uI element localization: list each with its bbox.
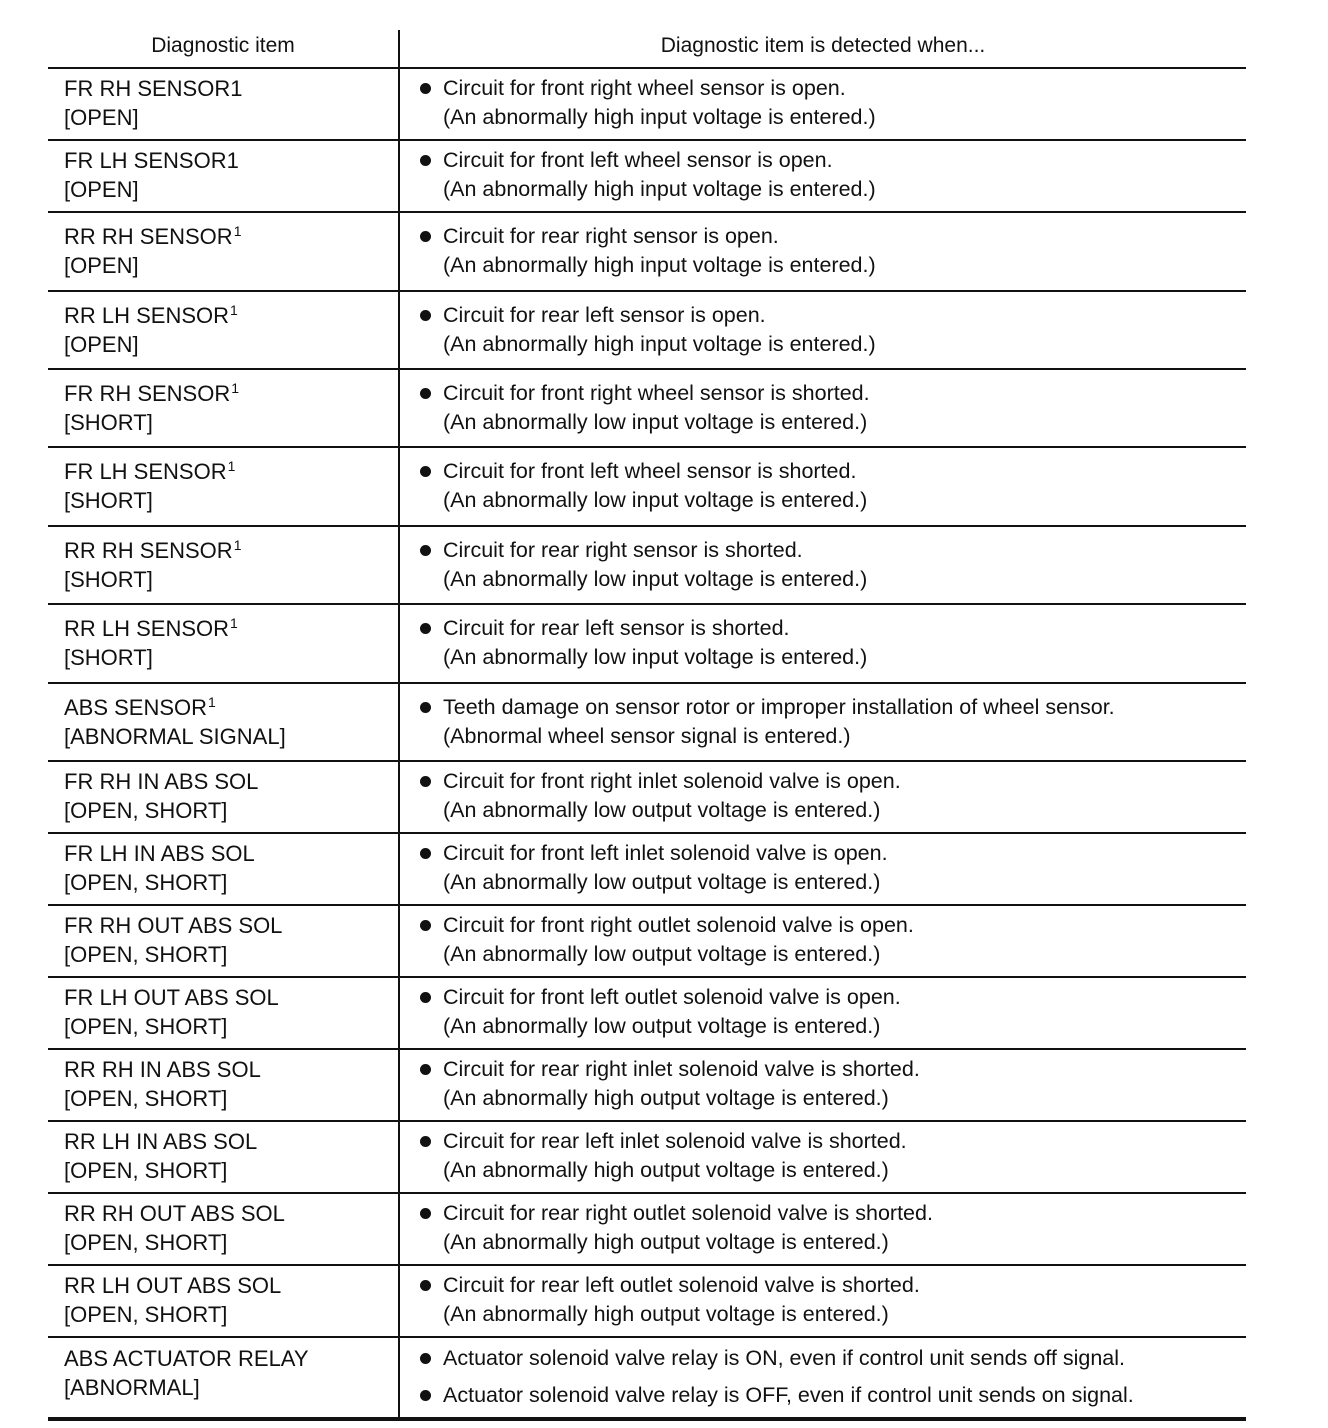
- diagnostic-item-cell: [48, 527, 400, 603]
- diagnostic-item-cell: [48, 1122, 400, 1192]
- diagnostic-item-name: [64, 1055, 398, 1084]
- diagnostic-item-name: [64, 767, 398, 796]
- condition-text: Circuit for rear right inlet solenoid valve is shorted.: [443, 1057, 920, 1081]
- diagnostic-item-cell: [48, 69, 400, 139]
- condition-detail-text: (An abnormally high output voltage is entered.): [443, 1158, 889, 1182]
- detection-condition-cell: [400, 684, 1246, 760]
- diagnostic-item-status: [OPEN, SHORT]: [64, 798, 228, 823]
- detection-condition-cell: [400, 834, 1246, 904]
- diagnostic-item-status: [OPEN, SHORT]: [64, 1086, 228, 1111]
- condition-detail-text: (An abnormally low input voltage is entered.): [443, 488, 868, 512]
- condition-detail-text: (An abnormally low input voltage is entered.): [443, 645, 868, 669]
- diagnostic-item-name: [64, 74, 398, 103]
- diagnostic-item-cell: [48, 762, 400, 832]
- item-name-text: FR LH OUT ABS SOL: [64, 985, 279, 1010]
- bullet-icon: [420, 623, 431, 634]
- condition-text: Circuit for front left wheel sensor is open.: [443, 148, 833, 172]
- diagnostic-table: [48, 30, 1246, 1421]
- table-body: [48, 69, 1246, 1421]
- diagnostic-item-status: [SHORT]: [64, 645, 153, 670]
- diagnostic-item-name: [64, 1344, 398, 1373]
- bullet-icon: [420, 466, 431, 477]
- condition-text: Circuit for rear left sensor is shorted.: [443, 616, 790, 640]
- condition-bullet: [420, 767, 1246, 796]
- diagnostic-item-status: [SHORT]: [64, 567, 153, 592]
- detection-condition-cell: [400, 292, 1246, 368]
- diagnostic-item-name: [64, 536, 398, 565]
- bullet-icon: [420, 310, 431, 321]
- condition-detail-text: (Abnormal wheel sensor signal is entered.): [443, 724, 851, 748]
- diagnostic-item-name: [64, 379, 398, 408]
- detection-condition-cell: [400, 213, 1246, 290]
- diagnostic-item-status: [SHORT]: [64, 410, 153, 435]
- diagnostic-item-cell: [48, 448, 400, 525]
- diagnostic-item-cell: [48, 1194, 400, 1264]
- table-header: [48, 30, 1246, 69]
- detection-condition-cell: [400, 1338, 1246, 1417]
- table-row: [48, 684, 1246, 762]
- item-name-text: ABS SENSOR: [64, 695, 208, 720]
- condition-bullet: [420, 1055, 1246, 1084]
- condition-text: Circuit for rear left inlet solenoid valve is shorted.: [443, 1129, 907, 1153]
- condition-bullet: [420, 614, 1246, 643]
- bullet-icon: [420, 992, 431, 1003]
- table-row: [48, 527, 1246, 605]
- detection-condition-cell: [400, 370, 1246, 446]
- table-row: [48, 141, 1246, 213]
- table-row: [48, 605, 1246, 684]
- table-row: [48, 370, 1246, 448]
- diagnostic-item-status: [OPEN, SHORT]: [64, 1014, 228, 1039]
- diagnostic-item-name: [64, 1127, 398, 1156]
- detection-condition-cell: [400, 1050, 1246, 1120]
- condition-text: Circuit for front left inlet solenoid valve is open.: [443, 841, 888, 865]
- diagnostic-item-status: [OPEN]: [64, 105, 139, 130]
- item-name-text: FR LH SENSOR1: [64, 148, 239, 173]
- bullet-icon: [420, 231, 431, 242]
- table-row: [48, 762, 1246, 834]
- diagnostic-item-status: [OPEN]: [64, 177, 139, 202]
- diagnostic-item-cell: [48, 370, 400, 446]
- condition-detail-text: (An abnormally high output voltage is entered.): [443, 1230, 889, 1254]
- diagnostic-item-status: [OPEN, SHORT]: [64, 870, 228, 895]
- diagnostic-item-name: [64, 301, 398, 330]
- item-name-text: RR LH SENSOR: [64, 303, 230, 328]
- diagnostic-item-name: [64, 222, 398, 251]
- table-row: [48, 906, 1246, 978]
- condition-bullet: [420, 536, 1246, 565]
- footnote-marker: 1: [233, 537, 242, 553]
- bullet-icon: [420, 776, 431, 787]
- diagnostic-item-status: [OPEN]: [64, 253, 139, 278]
- diagnostic-item-cell: [48, 292, 400, 368]
- condition-text: Circuit for front right outlet solenoid valve is open.: [443, 913, 914, 937]
- bullet-icon: [420, 1353, 431, 1364]
- item-name-text: RR LH IN ABS SOL: [64, 1129, 258, 1154]
- diagnostic-item-cell: [48, 141, 400, 211]
- footnote-marker: 1: [227, 458, 236, 474]
- condition-bullet: [420, 1127, 1246, 1156]
- diagnostic-item-status: [ABNORMAL]: [64, 1375, 200, 1400]
- table-row: [48, 1338, 1246, 1421]
- condition-text: Circuit for rear left outlet solenoid valve is shorted.: [443, 1273, 920, 1297]
- condition-bullet: [420, 693, 1246, 722]
- condition-detail-text: (An abnormally high input voltage is entered.): [443, 253, 876, 277]
- condition-detail-text: (An abnormally low output voltage is entered.): [443, 942, 881, 966]
- table-row: [48, 213, 1246, 292]
- diagnostic-item-cell: [48, 1050, 400, 1120]
- condition-bullet: [420, 1344, 1246, 1373]
- detection-condition-cell: [400, 762, 1246, 832]
- diagnostic-item-cell: [48, 684, 400, 760]
- condition-bullet: [420, 1271, 1246, 1300]
- diagnostic-item-status: [OPEN, SHORT]: [64, 1230, 228, 1255]
- item-name-text: FR RH SENSOR: [64, 381, 231, 406]
- diagnostic-item-cell: [48, 1338, 400, 1417]
- footnote-marker: 1: [208, 694, 216, 710]
- condition-bullet: [420, 301, 1246, 330]
- item-name-text: FR RH OUT ABS SOL: [64, 913, 283, 938]
- diagnostic-item-cell: [48, 834, 400, 904]
- diagnostic-item-status: [ABNORMAL SIGNAL]: [64, 724, 286, 749]
- condition-text: Circuit for front right wheel sensor is shorted.: [443, 381, 870, 405]
- table-row: [48, 978, 1246, 1050]
- table-row: [48, 1122, 1246, 1194]
- footnote-marker: 1: [233, 223, 242, 239]
- bullet-icon: [420, 848, 431, 859]
- condition-bullet: [420, 146, 1246, 175]
- table-row: [48, 1050, 1246, 1122]
- condition-bullet: [420, 379, 1246, 408]
- footnote-marker: 1: [230, 615, 238, 631]
- condition-detail-text: (An abnormally low input voltage is entered.): [443, 410, 868, 434]
- item-name-text: FR LH SENSOR: [64, 459, 227, 484]
- condition-bullet: [420, 457, 1246, 486]
- diagnostic-item-cell: [48, 978, 400, 1048]
- table-row: [48, 292, 1246, 370]
- footnote-marker: 1: [231, 380, 240, 396]
- bullet-icon: [420, 545, 431, 556]
- diagnostic-item-name: [64, 614, 398, 643]
- condition-text: Actuator solenoid valve relay is OFF, even if control unit sends on signal.: [443, 1383, 1134, 1407]
- condition-bullet: [420, 222, 1246, 251]
- item-name-text: FR RH SENSOR1: [64, 76, 243, 101]
- condition-bullet: [420, 839, 1246, 868]
- header-diagnostic-item: Diagnostic item: [48, 30, 400, 67]
- table-row: [48, 1194, 1246, 1266]
- condition-text: Actuator solenoid valve relay is ON, even if control unit sends off signal.: [443, 1346, 1125, 1370]
- header-detected-when: Diagnostic item is detected when...: [660, 34, 986, 57]
- diagnostic-item-status: [OPEN, SHORT]: [64, 942, 228, 967]
- table-row: [48, 448, 1246, 527]
- condition-detail-text: (An abnormally high input voltage is entered.): [443, 332, 876, 356]
- item-name-text: FR LH IN ABS SOL: [64, 841, 255, 866]
- item-name-text: RR LH SENSOR: [64, 616, 230, 641]
- condition-text: Circuit for rear right sensor is open.: [443, 224, 779, 248]
- diagnostic-item-cell: [48, 213, 400, 290]
- detection-condition-cell: [400, 527, 1246, 603]
- diagnostic-item-status: [SHORT]: [64, 488, 153, 513]
- bullet-icon: [420, 83, 431, 94]
- item-name-text: FR RH IN ABS SOL: [64, 769, 259, 794]
- table-row: [48, 1266, 1246, 1338]
- condition-text: Circuit for rear right outlet solenoid valve is shorted.: [443, 1201, 933, 1225]
- table-row: [48, 69, 1246, 141]
- condition-text: Circuit for rear right sensor is shorted.: [443, 538, 803, 562]
- bullet-icon: [420, 388, 431, 399]
- item-name-text: RR RH SENSOR: [64, 224, 233, 249]
- detection-condition-cell: [400, 1266, 1246, 1336]
- condition-bullet: [420, 1199, 1246, 1228]
- condition-text: Circuit for front right wheel sensor is open.: [443, 76, 846, 100]
- detection-condition-cell: [400, 448, 1246, 525]
- bullet-icon: [420, 1064, 431, 1075]
- condition-detail-text: (An abnormally low output voltage is entered.): [443, 798, 881, 822]
- bullet-icon: [420, 1136, 431, 1147]
- detection-condition-cell: [400, 1194, 1246, 1264]
- diagnostic-item-cell: [48, 906, 400, 976]
- bullet-icon: [420, 1280, 431, 1291]
- item-name-text: ABS ACTUATOR RELAY: [64, 1346, 309, 1371]
- condition-bullet: [420, 1381, 1246, 1410]
- bullet-icon: [420, 702, 431, 713]
- item-name-text: RR RH OUT ABS SOL: [64, 1201, 285, 1226]
- diagnostic-item-cell: [48, 1266, 400, 1336]
- diagnostic-item-name: [64, 693, 398, 722]
- detection-condition-cell: [400, 1122, 1246, 1192]
- bullet-icon: [420, 1390, 431, 1401]
- condition-detail-text: (An abnormally high output voltage is entered.): [443, 1086, 889, 1110]
- bullet-icon: [420, 1208, 431, 1219]
- table-row: [48, 834, 1246, 906]
- item-name-text: RR LH OUT ABS SOL: [64, 1273, 282, 1298]
- condition-text: Circuit for rear left sensor is open.: [443, 303, 766, 327]
- condition-text: Circuit for front left wheel sensor is shorted.: [443, 459, 857, 483]
- detection-condition-cell: [400, 141, 1246, 211]
- bullet-icon: [420, 920, 431, 931]
- condition-detail-text: (An abnormally high input voltage is entered.): [443, 105, 876, 129]
- diagnostic-item-name: [64, 983, 398, 1012]
- diagnostic-item-status: [OPEN, SHORT]: [64, 1158, 228, 1183]
- condition-detail-text: (An abnormally low output voltage is entered.): [443, 1014, 881, 1038]
- condition-text: Circuit for front right inlet solenoid valve is open.: [443, 769, 901, 793]
- diagnostic-item-cell: [48, 605, 400, 682]
- condition-text: Teeth damage on sensor rotor or improper installation of wheel sensor.: [443, 695, 1115, 719]
- item-name-text: RR RH SENSOR: [64, 538, 233, 563]
- diagnostic-item-status: [OPEN, SHORT]: [64, 1302, 228, 1327]
- condition-bullet: [420, 911, 1246, 940]
- diagnostic-item-name: [64, 146, 398, 175]
- detection-condition-cell: [400, 906, 1246, 976]
- diagnostic-item-status: [OPEN]: [64, 332, 139, 357]
- condition-detail-text: (An abnormally low output voltage is entered.): [443, 870, 881, 894]
- condition-bullet: [420, 983, 1246, 1012]
- condition-bullet: [420, 74, 1246, 103]
- diagnostic-item-name: [64, 911, 398, 940]
- detection-condition-cell: [400, 69, 1246, 139]
- diagnostic-item-name: [64, 1271, 398, 1300]
- detection-condition-cell: [400, 605, 1246, 682]
- diagnostic-item-name: [64, 839, 398, 868]
- footnote-marker: 1: [230, 302, 238, 318]
- detection-condition-cell: [400, 978, 1246, 1048]
- condition-detail-text: (An abnormally high output voltage is entered.): [443, 1302, 889, 1326]
- condition-text: Circuit for front left outlet solenoid valve is open.: [443, 985, 901, 1009]
- item-name-text: RR RH IN ABS SOL: [64, 1057, 261, 1082]
- bullet-icon: [420, 155, 431, 166]
- condition-detail-text: (An abnormally high input voltage is entered.): [443, 177, 876, 201]
- condition-detail-text: (An abnormally low input voltage is entered.): [443, 567, 868, 591]
- diagnostic-item-name: [64, 1199, 398, 1228]
- diagnostic-item-name: [64, 457, 398, 486]
